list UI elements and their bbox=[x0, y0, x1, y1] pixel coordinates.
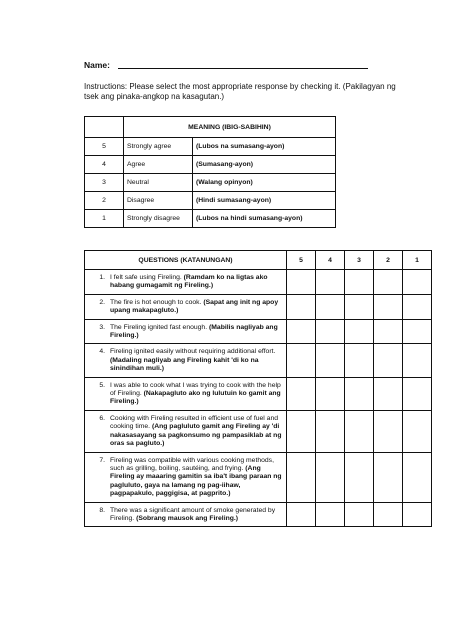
question-text: I was able to cook what I was trying to cook with the help of Fireling. bbox=[110, 381, 281, 398]
question-tagalog: (Ramdam ko na ligtas ako habang gumagamit ng Fireling.) bbox=[110, 274, 268, 290]
question-number: 1. bbox=[99, 274, 105, 281]
rating-checkbox-4[interactable] bbox=[316, 452, 345, 502]
question-number: 6. bbox=[99, 414, 105, 422]
rating-checkbox-2[interactable] bbox=[374, 344, 403, 377]
rating-checkbox-2[interactable] bbox=[374, 294, 403, 319]
question-number: 8. bbox=[99, 506, 105, 514]
question-row bbox=[85, 410, 432, 452]
question-cell bbox=[85, 410, 287, 452]
question-cell bbox=[85, 270, 287, 295]
scale-header-2: 2 bbox=[374, 251, 403, 270]
rating-checkbox-3[interactable] bbox=[345, 377, 374, 410]
question-number: 2. bbox=[99, 298, 105, 306]
meaning-value: 4 bbox=[85, 156, 124, 174]
rating-checkbox-4[interactable] bbox=[316, 294, 345, 319]
question-cell bbox=[85, 294, 287, 319]
question-tagalog: (Nakapagluto ako ng lulutuin ko gamit ang Fireling.) bbox=[110, 390, 281, 406]
question-row bbox=[85, 319, 432, 344]
meaning-label: Neutral bbox=[124, 174, 193, 192]
questions-table-header: QUESTIONS (KATANUNGAN) bbox=[85, 251, 287, 270]
rating-checkbox-1[interactable] bbox=[403, 410, 432, 452]
rating-checkbox-5[interactable] bbox=[287, 270, 316, 295]
meaning-table bbox=[84, 116, 336, 228]
meaning-value: 2 bbox=[85, 192, 124, 210]
rating-checkbox-1[interactable] bbox=[403, 502, 432, 527]
question-row bbox=[85, 294, 432, 319]
meaning-row bbox=[85, 138, 336, 156]
question-row bbox=[85, 344, 432, 377]
meaning-table-corner bbox=[85, 117, 124, 138]
meaning-table-header: MEANING (IBIG-SABIHIN) bbox=[124, 117, 336, 138]
rating-checkbox-2[interactable] bbox=[374, 410, 403, 452]
question-number: 3. bbox=[99, 323, 105, 331]
question-cell bbox=[85, 344, 287, 377]
meaning-row bbox=[85, 174, 336, 192]
meaning-label: Strongly agree bbox=[124, 138, 193, 156]
rating-checkbox-5[interactable] bbox=[287, 319, 316, 344]
rating-checkbox-1[interactable] bbox=[403, 452, 432, 502]
question-tagalog: (Ang pagluluto gamit ang Fireling ay 'di nakasasayang sa pagkonsumo ng pampasiklab at ng oras sa pagluto.) bbox=[110, 423, 282, 448]
scale-header-1: 1 bbox=[403, 251, 432, 270]
question-cell bbox=[85, 452, 287, 502]
meaning-value: 3 bbox=[85, 174, 124, 192]
meaning-value: 1 bbox=[85, 210, 124, 228]
question-cell bbox=[85, 319, 287, 344]
question-number: 7. bbox=[99, 456, 105, 464]
rating-checkbox-3[interactable] bbox=[345, 270, 374, 295]
question-tagalog: (Ang Fireling ay maaaring gamitin sa iba't ibang paraan ng pagluluto, gaya na lamang ng pag-iihaw, pagpapakulo, paggigisa, at pagprito.) bbox=[110, 464, 282, 498]
scale-header-3: 3 bbox=[345, 251, 374, 270]
question-row bbox=[85, 502, 432, 527]
rating-checkbox-3[interactable] bbox=[345, 410, 374, 452]
rating-checkbox-2[interactable] bbox=[374, 452, 403, 502]
meaning-tagalog: (Walang opinyon) bbox=[193, 174, 336, 192]
question-text: I felt safe using Fireling. bbox=[110, 274, 182, 281]
meaning-row bbox=[85, 156, 336, 174]
rating-checkbox-5[interactable] bbox=[287, 452, 316, 502]
rating-checkbox-1[interactable] bbox=[403, 294, 432, 319]
rating-checkbox-1[interactable] bbox=[403, 377, 432, 410]
rating-checkbox-3[interactable] bbox=[345, 502, 374, 527]
rating-checkbox-1[interactable] bbox=[403, 270, 432, 295]
rating-checkbox-1[interactable] bbox=[403, 344, 432, 377]
name-label: Name: bbox=[84, 60, 110, 70]
question-tagalog: (Sapat ang init ng apoy upang makapagluto.) bbox=[110, 298, 279, 315]
rating-checkbox-5[interactable] bbox=[287, 294, 316, 319]
rating-checkbox-5[interactable] bbox=[287, 344, 316, 377]
rating-checkbox-2[interactable] bbox=[374, 502, 403, 527]
question-row bbox=[85, 377, 432, 410]
meaning-value: 5 bbox=[85, 138, 124, 156]
question-cell bbox=[85, 502, 287, 527]
rating-checkbox-1[interactable] bbox=[403, 319, 432, 344]
rating-checkbox-4[interactable] bbox=[316, 410, 345, 452]
rating-checkbox-4[interactable] bbox=[316, 502, 345, 527]
question-row bbox=[85, 452, 432, 502]
question-text: Cooking with Fireling resulted in efficient use of fuel and cooking time. bbox=[110, 414, 279, 431]
rating-checkbox-2[interactable] bbox=[374, 319, 403, 344]
rating-checkbox-5[interactable] bbox=[287, 377, 316, 410]
rating-checkbox-4[interactable] bbox=[316, 344, 345, 377]
question-text: There was a significant amount of smoke generated by Fireling. bbox=[110, 506, 276, 522]
rating-checkbox-3[interactable] bbox=[345, 452, 374, 502]
question-cell bbox=[85, 377, 287, 410]
questions-table bbox=[84, 250, 432, 527]
question-tagalog: (Mabilis nagliyab ang Fireling.) bbox=[110, 323, 278, 340]
meaning-tagalog: (Lubos na hindi sumasang-ayon) bbox=[193, 210, 336, 228]
meaning-row bbox=[85, 210, 336, 228]
question-text: The Fireling ignited fast enough. bbox=[110, 323, 208, 331]
rating-checkbox-5[interactable] bbox=[287, 410, 316, 452]
meaning-tagalog: (Lubos na sumasang-ayon) bbox=[193, 138, 336, 156]
meaning-label: Strongly disagree bbox=[124, 210, 193, 228]
rating-checkbox-4[interactable] bbox=[316, 270, 345, 295]
question-number: 4. bbox=[99, 348, 105, 356]
rating-checkbox-3[interactable] bbox=[345, 319, 374, 344]
instructions-text: Instructions: Please select the most appropriate response by checking it. (Pakilagyan ng tsek ang pinaka-angkop na kasagutan.) bbox=[84, 82, 396, 101]
scale-header-4: 4 bbox=[316, 251, 345, 270]
question-text: The fire is hot enough to cook. bbox=[110, 298, 202, 306]
question-text: Fireling was compatible with various cooking methods, such as grilling, boiling, sautéing, and frying. bbox=[110, 456, 274, 472]
rating-checkbox-4[interactable] bbox=[316, 377, 345, 410]
rating-checkbox-2[interactable] bbox=[374, 377, 403, 410]
question-tagalog: (Sobrang mausok ang Fireling.) bbox=[136, 514, 239, 522]
meaning-label: Agree bbox=[124, 156, 193, 174]
meaning-tagalog: (Sumasang-ayon) bbox=[193, 156, 336, 174]
scale-header-5: 5 bbox=[287, 251, 316, 270]
rating-checkbox-2[interactable] bbox=[374, 270, 403, 295]
rating-checkbox-5[interactable] bbox=[287, 502, 316, 527]
name-field[interactable] bbox=[118, 68, 368, 69]
question-row bbox=[85, 270, 432, 295]
meaning-row bbox=[85, 192, 336, 210]
question-number: 5. bbox=[99, 381, 105, 389]
rating-checkbox-4[interactable] bbox=[316, 319, 345, 344]
question-tagalog: (Madaling nagliyab ang Fireling kahit 'di ko na sinindihan muli.) bbox=[110, 356, 259, 373]
question-text: Fireling ignited easily without requiring additional effort. bbox=[110, 348, 276, 356]
rating-checkbox-3[interactable] bbox=[345, 344, 374, 377]
meaning-tagalog: (Hindi sumasang-ayon) bbox=[193, 192, 336, 210]
meaning-label: Disagree bbox=[124, 192, 193, 210]
rating-checkbox-3[interactable] bbox=[345, 294, 374, 319]
